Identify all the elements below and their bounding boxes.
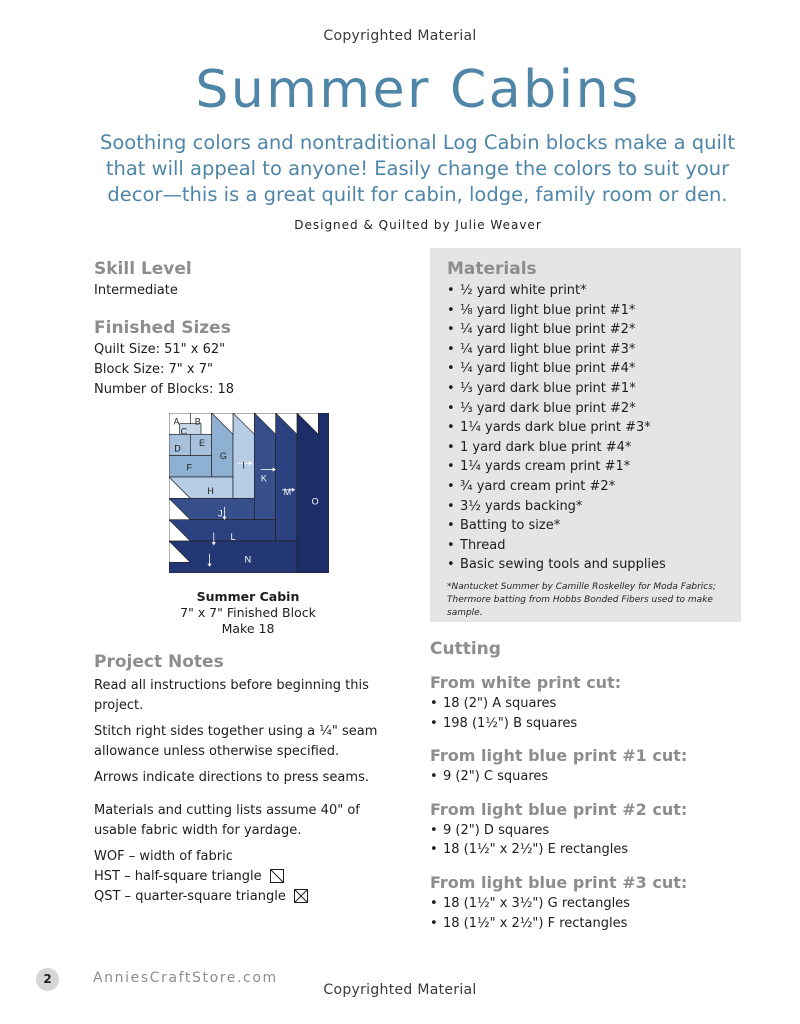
block-label-l: L [230,531,236,542]
qst-icon [294,889,308,903]
abbr-qst: QST – quarter-square triangle [94,889,286,904]
note-paragraph: Materials and cutting lists assume 40" of usable fabric width for yardage. [94,803,360,838]
cutting-list [430,694,750,733]
cutting-item: • 18 (1½" x 2½") F rectangles [430,914,750,934]
project-notes-heading: Project Notes [94,652,224,672]
materials-item: • ⅓ yard dark blue print #1* [447,379,732,399]
block-label-b: B [194,416,201,427]
materials-item: • Batting to size* [447,516,732,536]
cutting-section [430,639,750,933]
block-label-f: F [186,462,193,473]
cutting-list [430,767,750,787]
block-label-g: G [219,450,227,461]
block-label-d: D [174,443,181,454]
skill-level-section [94,259,192,301]
abbr-hst-row [94,867,404,887]
block-label-m: M [283,487,292,498]
note-paragraph: Stitch right sides together using a ¼" seam allowance unless otherwise specified. [94,724,378,759]
materials-item: • 1¼ yards cream print #1* [447,457,732,477]
cutting-item: • 9 (2") C squares [430,767,750,787]
materials-item: • ⅛ yard light blue print #1* [447,301,732,321]
materials-box [430,248,741,622]
project-notes-section [94,652,404,907]
materials-item: • ¼ yard light blue print #3* [447,340,732,360]
materials-item: • 1 yard dark blue print #4* [447,438,732,458]
cutting-item: • 18 (2") A squares [430,694,750,714]
cutting-heading: Cutting [430,639,501,659]
cutting-item: • 9 (2") D squares [430,821,750,841]
materials-footnote: *Nantucket Summer by Camille Roskelley for Moda Fabrics; Thermore batting from Hobbs Bonded Fibers used to make sample. [447,581,716,618]
cutting-group-heading: From white print cut: [430,673,622,692]
page-number: 2 [36,968,59,991]
materials-heading: Materials [447,259,537,279]
block-caption-size: 7" x 7" Finished Block [180,605,316,620]
block-label-j: J [217,508,223,519]
hst-icon [270,869,284,883]
cutting-item: • 198 (1½") B squares [430,714,750,734]
block-label-k: K [260,473,267,484]
materials-list [447,281,732,575]
block-label-h: H [207,486,214,497]
cutting-item: • 18 (1½" x 3½") G rectangles [430,894,750,914]
note-paragraph: Arrows indicate directions to press seams. [94,770,369,785]
materials-item: • 1¼ yards dark blue print #3* [447,418,732,438]
skill-level-heading: Skill Level [94,259,192,279]
block-label-e: E [199,438,206,449]
cutting-group-heading: From light blue print #1 cut: [430,746,688,766]
finished-sizes-heading: Finished Sizes [94,318,231,338]
block-diagram [169,413,329,573]
block-label-o: O [311,496,319,507]
abbr-qst-row [94,887,404,907]
designer-credit: Designed & Quilted by Julie Weaver [294,218,542,232]
cutting-group [430,746,750,787]
block-caption-title: Summer Cabin [196,589,300,604]
cutting-group-heading: From light blue print #3 cut: [430,872,688,892]
number-of-blocks: Number of Blocks: 18 [94,382,235,397]
block-label-a: A [173,416,180,427]
materials-item: • ½ yard white print* [447,281,732,301]
finished-sizes-section [94,318,234,400]
note-paragraph: Read all instructions before beginning this project. [94,678,369,713]
block-pieces [169,413,329,573]
intro-text: Soothing colors and nontraditional Log Cabin blocks make a quilt that will appeal to anyone! Easily change the colors to suit your decor—this is a great quilt for cabin, lodge, family room or den. [100,131,735,206]
materials-item: • ¼ yard light blue print #4* [447,359,732,379]
cutting-group [430,800,750,860]
cutting-group-heading: From light blue print #2 cut: [430,799,688,819]
block-label-c: C [180,426,188,437]
materials-item: • ¾ yard cream print #2* [447,477,732,497]
block-label-n: N [244,554,252,565]
page-title: Summer Cabins [195,60,641,120]
cutting-group [430,673,750,733]
abbr-hst: HST – half-square triangle [94,869,262,884]
block-size: Block Size: 7" x 7" [94,362,213,377]
quilt-size: Quilt Size: 51" x 62" [94,342,226,357]
cutting-group [430,873,750,933]
block-caption-make: Make 18 [221,621,275,636]
materials-item: • 3½ yards backing* [447,497,732,517]
skill-level-value: Intermediate [94,283,178,298]
site-url[interactable]: AnniesCraftStore.com [93,970,278,986]
watermark-top: Copyrighted Material [323,28,477,44]
materials-item: • Basic sewing tools and supplies [447,555,732,575]
materials-item: • ⅓ yard dark blue print #2* [447,399,732,419]
block-caption [150,589,346,637]
cutting-item: • 18 (1½" x 2½") E rectangles [430,840,750,860]
materials-item: • Thread [447,536,732,556]
materials-item: • ¼ yard light blue print #2* [447,320,732,340]
block-label-i: I [242,460,245,471]
cutting-groups [430,673,750,933]
watermark-bottom: Copyrighted Material [323,982,477,998]
cutting-list [430,821,750,860]
block-piece [169,541,297,573]
cutting-list [430,894,750,933]
block-piece [297,413,329,573]
abbr-wof: WOF – width of fabric [94,849,233,864]
block-piece [276,413,297,541]
